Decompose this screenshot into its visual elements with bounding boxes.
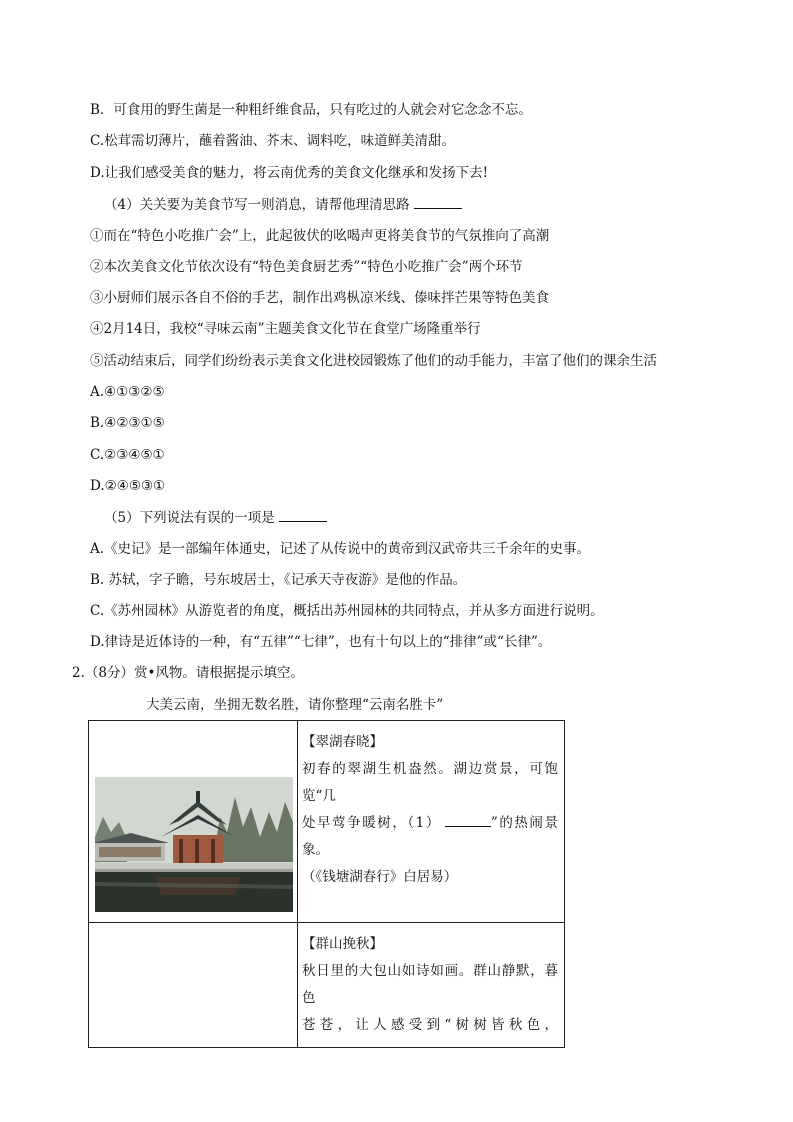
q1-option-d: D.让我们感受美食的魅力，将云南优秀的美食文化继承和发扬下去! bbox=[90, 165, 489, 181]
q1-option-c: C.松茸需切薄片，蘸着酱油、芥末、调料吃，味道鲜美清甜。 bbox=[90, 133, 456, 149]
card-row bbox=[89, 721, 565, 923]
q4-prompt-text: （4）关关要为美食节写一则消息，请帮他理清思路 bbox=[104, 197, 410, 213]
card-body-line: 苍 苍 ， 让 人 感 受 到 “ 树 树 皆 秋 色 ， bbox=[302, 1017, 558, 1033]
q2-intro: 大美云南，坐拥无数名胜，请你整理“云南名胜卡” bbox=[146, 697, 444, 713]
card-body-line: 初春的翠湖生机盎然。湖边赏景，可饱览“几 bbox=[302, 761, 558, 804]
q4-item: ③小厨师们展示各自不俗的手艺，制作出鸡枞凉米线、傣味拌芒果等特色美食 bbox=[90, 290, 549, 306]
q4-option: D.②④⑤③① bbox=[90, 478, 166, 494]
q4-item: ①而在“特色小吃推广会”上，此起彼伏的吆喝声更将美食节的气氛推向了高潮 bbox=[90, 228, 550, 244]
card-body-line: 秋日里的大包山如诗如画。群山静默，暮色 bbox=[302, 963, 558, 1006]
q5-prompt-text: （5）下列说法有误的一项是 bbox=[104, 510, 275, 526]
card-image-cell bbox=[89, 923, 298, 1048]
answer-blank[interactable] bbox=[445, 812, 491, 827]
q5-option: B. 苏轼，字子瞻，号东坡居士，《记承天寺夜游》是他的作品。 bbox=[90, 572, 467, 588]
q4-item: ⑤活动结束后，同学们纷纷表示美食文化进校园锻炼了他们的动手能力，丰富了他们的课余生活 bbox=[90, 353, 657, 369]
card-text-cell bbox=[298, 923, 565, 1048]
answer-blank[interactable] bbox=[279, 507, 327, 522]
card-image-cell bbox=[89, 721, 298, 923]
q2-header: 2.（8分）赏•风物。请根据提示填空。 bbox=[72, 665, 304, 681]
answer-blank[interactable] bbox=[414, 194, 462, 209]
q4-option: C.②③④⑤① bbox=[90, 447, 165, 463]
card-text-cell bbox=[298, 721, 565, 923]
q5-option: D.律诗是近体诗的一种，有“五律”“七律”，也有十句以上的“排律”或“长律”。 bbox=[90, 634, 552, 650]
scenic-cards-table bbox=[88, 720, 565, 1048]
q4-item: ④2月14日，我校“寻味云南”主题美食文化节在食堂广场隆重举行 bbox=[90, 321, 481, 337]
card-body-line bbox=[302, 810, 558, 864]
lake-pavilion-illustration bbox=[95, 777, 293, 912]
card-body-text: ”的热闹景象。 bbox=[302, 815, 558, 858]
q4-option: A.④①③②⑤ bbox=[90, 384, 165, 400]
card-body bbox=[302, 958, 558, 1039]
card-body-text: 处早莺争暖树，（1） bbox=[302, 815, 441, 831]
q5-option: A.《史记》是一部编年体通史，记述了从传说中的黄帝到汉武帝共三千余年的史事。 bbox=[90, 541, 591, 557]
q5-option: C.《苏州园林》从游览者的角度，概括出苏州园林的共同特点，并从多方面进行说明。 bbox=[90, 603, 604, 619]
lake-pavilion-photo bbox=[95, 777, 293, 912]
q4-item: ②本次美食文化节依次设有“特色美食厨艺秀”“特色小吃推广会”两个环节 bbox=[90, 259, 523, 275]
card-title: 【翠湖春晓】 bbox=[302, 734, 383, 750]
q1-option-b: B．可食用的野生菌是一种粗纤维食品，只有吃过的人就会对它念念不忘。 bbox=[90, 102, 532, 118]
card-body bbox=[302, 756, 558, 891]
card-title: 【群山挽秋】 bbox=[302, 936, 383, 952]
q4-option: B.④②③①⑤ bbox=[90, 415, 165, 431]
card-body-line: （《钱塘湖春行》白居易） bbox=[302, 869, 458, 885]
card-row bbox=[89, 923, 565, 1048]
q5-prompt bbox=[104, 507, 327, 528]
q4-prompt bbox=[104, 194, 462, 215]
